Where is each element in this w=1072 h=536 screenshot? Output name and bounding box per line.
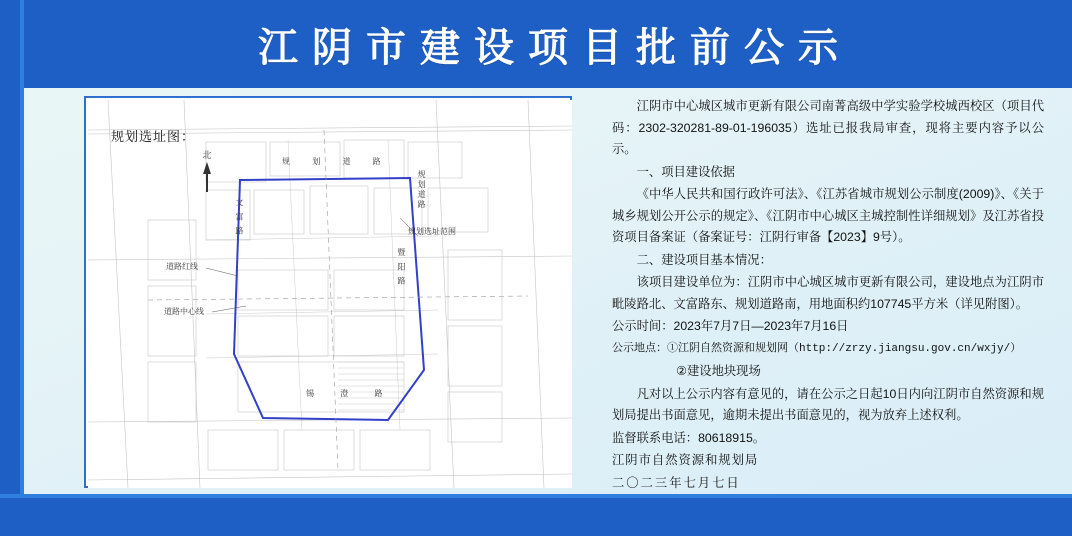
notice-publicity-place2: ②建设地块现场 [675, 364, 761, 378]
notice-section2-body: 该项目建设单位为：江阴市中心城区城市更新有限公司，建设地点为江阴市毗陵路北、文富路东、规划道路南，用地面积约107745平方米（详见附图）。 [612, 275, 1044, 311]
map-note-xicheng-road: 锡 澄 路 [306, 389, 395, 398]
map-note-planned-road-top: 规 划 道 路 [282, 157, 391, 166]
map-note-site-range: 规划选址范围 [408, 227, 456, 236]
notice-signature: 江阴市自然资源和规划局 [612, 453, 759, 467]
notice-publicity-place: 公示地点：①江阴自然资源和规划网（http://zrzy.jiangsu.gov.cn/wxjy/） [612, 342, 1022, 355]
left-blue-band [0, 0, 20, 536]
map-panel [84, 96, 572, 488]
notice-feedback: 凡对以上公示内容有意见的，请在公示之日起10日内向江阴市自然资源和规划局提出书面意见，逾期未提出书面意见的，视为放弃上述权利。 [612, 386, 1044, 422]
north-label: 北 [202, 150, 212, 160]
page-title: 江阴市建设项目批前公示 [258, 25, 852, 70]
notice-section1-body: 《中华人民共和国行政许可法》、《江苏省城市规划公示制度(2009)》、《关于城乡规划公开公示的规定》、《江阴市中心城区主城控制性详细规划》及江苏省投资项目备案证（备案证号：江阴行审备【2023】9号）。 [612, 187, 1044, 244]
notice-section1-title: 一、项目建设依据 [636, 164, 735, 179]
title-bar [24, 0, 1072, 88]
notice-intro: 江阴市中心城区城市更新有限公司南菁高级中学实验学校城西校区（项目代码：2302-320281-89-01-196035）选址已报我局审查，现将主要内容予以公示。 [612, 99, 1044, 156]
map-note-road-redline: 道路红线 [166, 262, 198, 271]
map-note-wenfu-road: 文 富 路 [235, 198, 244, 237]
north-arrow-icon [194, 150, 220, 196]
map-label: 规划选址图： [111, 129, 196, 144]
map-note-road-centerline: 道路中心线 [164, 307, 204, 316]
map-note-planned-road-right: 规划道路 [417, 170, 426, 210]
bottom-blue-band [0, 498, 1072, 536]
notice-date: 二〇二三年七月七日 [612, 475, 741, 490]
notice-publicity-time: 公示时间：2023年7月7日—2023年7月16日 [612, 319, 849, 333]
notice-section2-title: 二、建设项目基本情况： [636, 252, 772, 267]
notice-supervision-phone: 监督联系电话：80618915。 [612, 430, 766, 445]
map-note-jiyang-road: 暨 阳 路 [397, 248, 406, 287]
notice-text-panel [612, 96, 1044, 490]
